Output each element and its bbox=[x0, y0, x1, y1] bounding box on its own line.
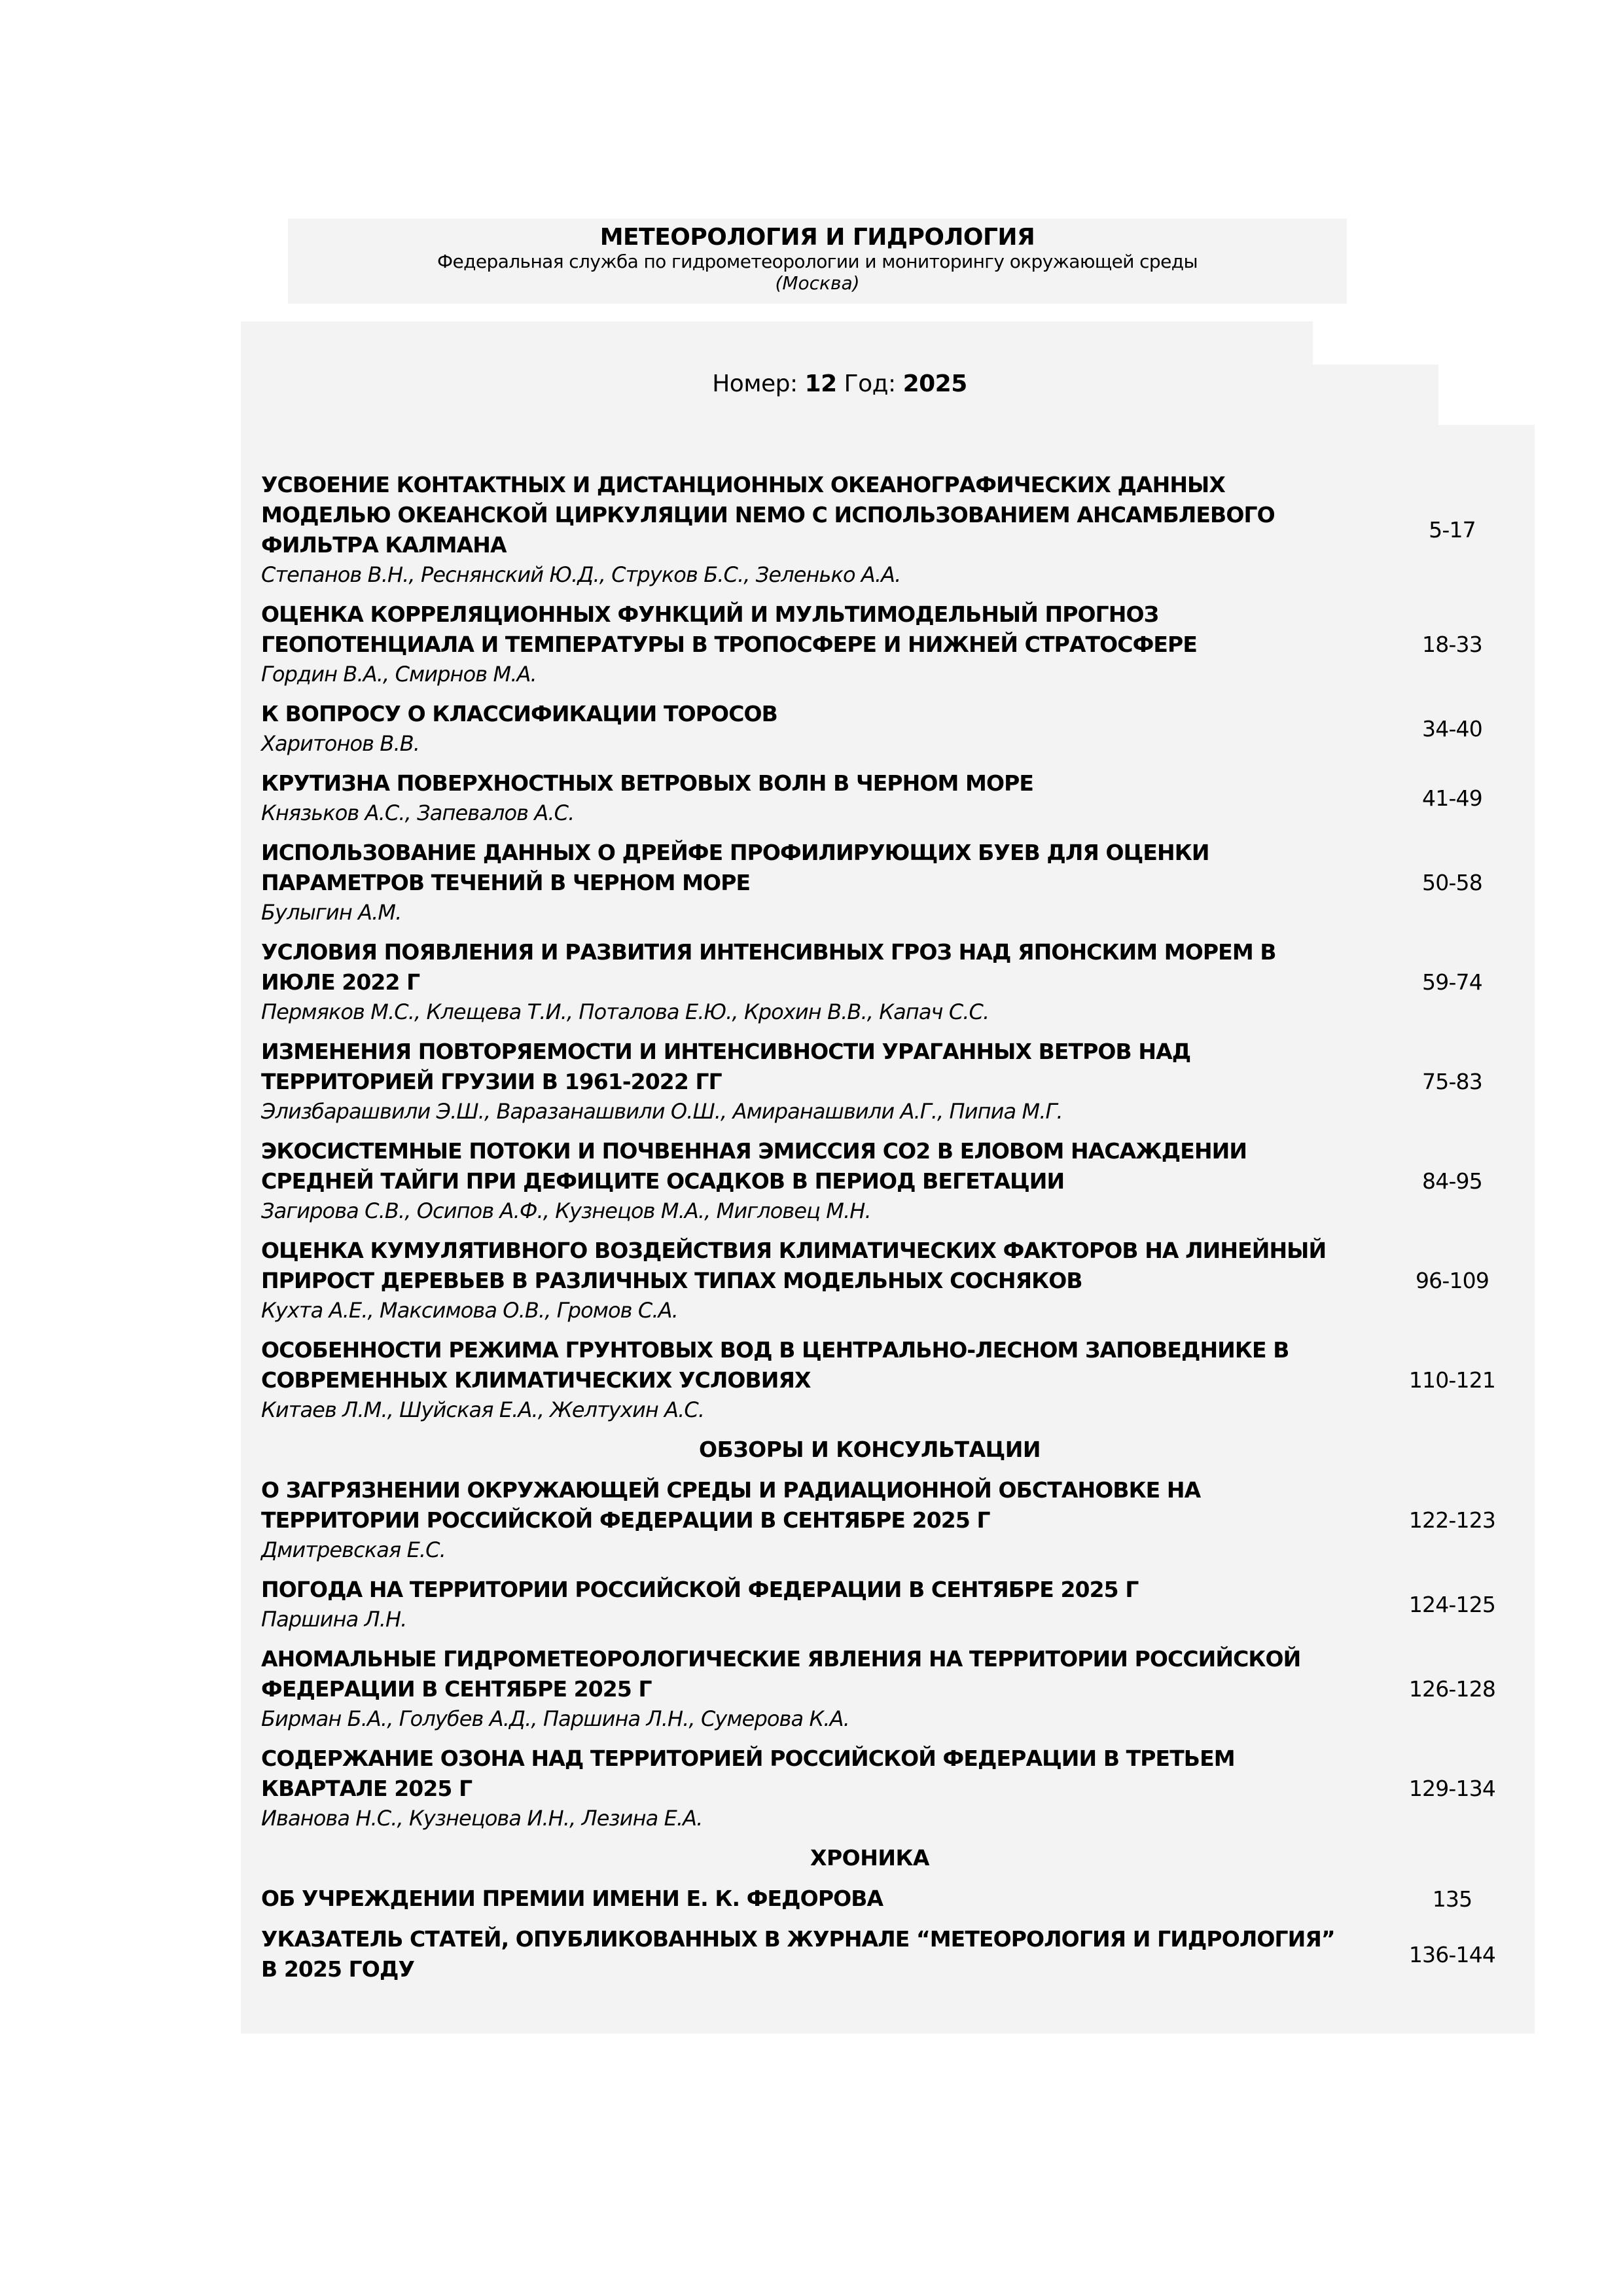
article-title[interactable]: ИЗМЕНЕНИЯ ПОВТОРЯЕМОСТИ И ИНТЕНСИВНОСТИ УРАГАННЫХ ВЕТРОВ НАД ТЕРРИТОРИЕЙ ГРУЗИИ В 1961-2022 ГГ bbox=[261, 1039, 1191, 1094]
section-heading-reviews: ОБЗОРЫ И КОНСУЛЬТАЦИИ bbox=[699, 1437, 1041, 1462]
toc-entry[interactable] bbox=[261, 838, 1531, 927]
toc-entry[interactable] bbox=[261, 1884, 1531, 1914]
article-pages: 124-125 bbox=[1408, 1591, 1496, 1617]
toc-entry-text bbox=[261, 470, 1347, 589]
article-pages: 136-144 bbox=[1408, 1941, 1496, 1967]
toc-entry-text bbox=[261, 768, 1347, 827]
article-pages: 110-121 bbox=[1408, 1367, 1496, 1393]
issue-year: 2025 bbox=[902, 370, 967, 397]
toc-entry-text bbox=[261, 937, 1347, 1026]
article-authors: Пермяков М.С., Клещева Т.И., Поталова Е.Ю., Крохин В.В., Капач С.С. bbox=[261, 999, 990, 1024]
article-authors: Паршина Л.Н. bbox=[261, 1607, 407, 1632]
toc-entry-text bbox=[261, 1335, 1347, 1424]
issue-year-label: Год: bbox=[836, 370, 903, 397]
article-title[interactable]: ИСПОЛЬЗОВАНИЕ ДАННЫХ О ДРЕЙФЕ ПРОФИЛИРУЮЩИХ БУЕВ ДЛЯ ОЦЕНКИ ПАРАМЕТРОВ ТЕЧЕНИЙ В ЧЕРНОМ МОРЕ bbox=[261, 840, 1209, 895]
article-authors: Гордин В.А., Смирнов М.А. bbox=[261, 662, 537, 687]
toc-entry[interactable] bbox=[261, 1037, 1531, 1126]
article-title[interactable]: КРУТИЗНА ПОВЕРХНОСТНЫХ ВЕТРОВЫХ ВОЛН В ЧЕРНОМ МОРЕ bbox=[261, 770, 1034, 796]
journal-city: (Москва) bbox=[775, 272, 860, 294]
toc-entry[interactable] bbox=[261, 1744, 1531, 1833]
toc-entry-text bbox=[261, 1236, 1347, 1325]
article-pages: 126-128 bbox=[1408, 1676, 1496, 1702]
toc-entry[interactable] bbox=[261, 937, 1531, 1026]
journal-title: МЕТЕОРОЛОГИЯ И ГИДРОЛОГИЯ bbox=[599, 224, 1035, 251]
toc-entry-text bbox=[261, 1644, 1347, 1733]
toc-entry[interactable] bbox=[261, 1335, 1531, 1424]
toc-entry[interactable] bbox=[261, 1136, 1531, 1225]
article-authors: Князьков А.С., Запевалов А.С. bbox=[261, 800, 575, 825]
toc-entry-text bbox=[261, 1924, 1347, 1984]
article-authors: Харитонов В.В. bbox=[261, 731, 420, 756]
toc-entry-text bbox=[261, 600, 1347, 689]
article-pages: 129-134 bbox=[1408, 1775, 1496, 1801]
section-heading-chronicle: ХРОНИКА bbox=[810, 1845, 929, 1871]
article-title[interactable]: ОСОБЕННОСТИ РЕЖИМА ГРУНТОВЫХ ВОД В ЦЕНТРАЛЬНО-ЛЕСНОМ ЗАПОВЕДНИКЕ В СОВРЕМЕННЫХ КЛИМАТИЧЕСКИХ УСЛОВИЯХ bbox=[261, 1337, 1289, 1393]
article-title[interactable]: УСЛОВИЯ ПОЯВЛЕНИЯ И РАЗВИТИЯ ИНТЕНСИВНЫХ ГРОЗ НАД ЯПОНСКИМ МОРЕМ В ИЮЛЕ 2022 Г bbox=[261, 939, 1276, 995]
toc-entry-text bbox=[261, 1136, 1347, 1225]
article-pages: 122-123 bbox=[1408, 1507, 1496, 1533]
article-title[interactable]: О ЗАГРЯЗНЕНИИ ОКРУЖАЮЩЕЙ СРЕДЫ И РАДИАЦИОННОЙ ОБСТАНОВКЕ НА ТЕРРИТОРИИ РОССИЙСКОЙ ФЕДЕРАЦИИ В СЕНТЯБРЕ 2025 Г bbox=[261, 1477, 1201, 1533]
article-title[interactable]: СОДЕРЖАНИЕ ОЗОНА НАД ТЕРРИТОРИЕЙ РОССИЙСКОЙ ФЕДЕРАЦИИ В ТРЕТЬЕМ КВАРТАЛЕ 2025 Г bbox=[261, 1746, 1235, 1801]
article-authors: Степанов В.Н., Реснянский Ю.Д., Струков Б.С., Зеленько А.А. bbox=[261, 562, 901, 587]
toc-entry[interactable] bbox=[261, 1475, 1531, 1564]
article-pages: 50-58 bbox=[1422, 869, 1482, 895]
article-title[interactable]: ПОГОДА НА ТЕРРИТОРИИ РОССИЙСКОЙ ФЕДЕРАЦИИ В СЕНТЯБРЕ 2025 Г bbox=[261, 1577, 1139, 1602]
issue-info bbox=[241, 365, 1438, 404]
journal-publisher: Федеральная служба по гидрометеорологии и мониторингу окружающей среды bbox=[437, 251, 1198, 272]
toc-entry[interactable] bbox=[261, 699, 1531, 758]
issue-number: 12 bbox=[804, 370, 837, 397]
article-authors: Кухта А.Е., Максимова О.В., Громов С.А. bbox=[261, 1298, 678, 1323]
article-title[interactable]: ОБ УЧРЕЖДЕНИИ ПРЕМИИ ИМЕНИ Е. К. ФЕДОРОВА bbox=[261, 1886, 883, 1911]
toc-entry[interactable] bbox=[261, 1575, 1531, 1634]
toc-entry-text bbox=[261, 1744, 1347, 1833]
article-pages: 41-49 bbox=[1422, 785, 1482, 811]
article-title[interactable]: К ВОПРОСУ О КЛАССИФИКАЦИИ ТОРОСОВ bbox=[261, 701, 777, 726]
toc-entry-text bbox=[261, 1884, 1347, 1914]
article-pages: 96-109 bbox=[1415, 1267, 1489, 1293]
article-pages: 135 bbox=[1432, 1886, 1472, 1912]
article-title[interactable]: УКАЗАТЕЛЬ СТАТЕЙ, ОПУБЛИКОВАННЫХ В ЖУРНАЛЕ “МЕТЕОРОЛОГИЯ И ГИДРОЛОГИЯ” В 2025 ГОДУ bbox=[261, 1926, 1335, 1982]
toc-entry-text bbox=[261, 1575, 1347, 1634]
journal-header bbox=[288, 219, 1347, 304]
article-title[interactable]: АНОМАЛЬНЫЕ ГИДРОМЕТЕОРОЛОГИЧЕСКИЕ ЯВЛЕНИЯ НА ТЕРРИТОРИИ РОССИЙСКОЙ ФЕДЕРАЦИИ В СЕНТЯБРЕ 2025 Г bbox=[261, 1646, 1301, 1702]
article-authors: Загирова С.В., Осипов А.Ф., Кузнецов М.А., Мигловец М.Н. bbox=[261, 1198, 871, 1223]
article-pages: 59-74 bbox=[1422, 969, 1482, 995]
article-title[interactable]: ОЦЕНКА КУМУЛЯТИВНОГО ВОЗДЕЙСТВИЯ КЛИМАТИЧЕСКИХ ФАКТОРОВ НА ЛИНЕЙНЫЙ ПРИРОСТ ДЕРЕВЬЕВ В РАЗЛИЧНЫХ ТИПАХ МОДЕЛЬНЫХ СОСНЯКОВ bbox=[261, 1238, 1327, 1293]
article-authors: Булыгин А.М. bbox=[261, 900, 402, 925]
article-pages: 75-83 bbox=[1422, 1068, 1482, 1094]
article-pages: 34-40 bbox=[1422, 715, 1482, 742]
toc-entry[interactable] bbox=[261, 1924, 1531, 1984]
article-authors: Китаев Л.М., Шуйская Е.А., Желтухин А.С. bbox=[261, 1397, 705, 1422]
article-authors: Иванова Н.С., Кузнецова И.Н., Лезина Е.А. bbox=[261, 1806, 703, 1831]
toc-entry-text bbox=[261, 1037, 1347, 1126]
article-pages: 5-17 bbox=[1429, 516, 1476, 543]
article-authors: Дмитревская Е.С. bbox=[261, 1537, 446, 1562]
issue-number-label: Номер: bbox=[712, 370, 805, 397]
toc-entry-text bbox=[261, 838, 1347, 927]
table-of-contents bbox=[261, 470, 1531, 1995]
toc-entry[interactable] bbox=[261, 470, 1531, 589]
article-authors: Бирман Б.А., Голубев А.Д., Паршина Л.Н., Сумерова К.А. bbox=[261, 1706, 849, 1731]
toc-entry[interactable] bbox=[261, 1644, 1531, 1733]
toc-entry[interactable] bbox=[261, 600, 1531, 689]
issue-box-top bbox=[241, 321, 1313, 367]
toc-entry-text bbox=[261, 699, 1347, 758]
toc-entry[interactable] bbox=[261, 768, 1531, 827]
article-pages: 84-95 bbox=[1422, 1168, 1482, 1194]
article-authors: Элизбарашвили Э.Ш., Варазанашвили О.Ш., Амиранашвили А.Г., Пипиа М.Г. bbox=[261, 1099, 1063, 1124]
article-title[interactable]: ЭКОСИСТЕМНЫЕ ПОТОКИ И ПОЧВЕННАЯ ЭМИССИЯ CO2 В ЕЛОВОМ НАСАЖДЕНИИ СРЕДНЕЙ ТАЙГИ ПРИ ДЕФИЦИТЕ ОСАДКОВ В ПЕРИОД ВЕГЕТАЦИИ bbox=[261, 1138, 1247, 1194]
article-pages: 18-33 bbox=[1422, 631, 1482, 657]
toc-entry-text bbox=[261, 1475, 1347, 1564]
article-title[interactable]: УСВОЕНИЕ КОНТАКТНЫХ И ДИСТАНЦИОННЫХ ОКЕАНОГРАФИЧЕСКИХ ДАННЫХ МОДЕЛЬЮ ОКЕАНСКОЙ ЦИРКУЛЯЦИИ NEMO С ИСПОЛЬЗОВАНИЕМ АНСАМБЛЕВОГО ФИЛЬТРА КАЛМАНА bbox=[261, 472, 1275, 558]
toc-entry[interactable] bbox=[261, 1236, 1531, 1325]
article-title[interactable]: ОЦЕНКА КОРРЕЛЯЦИОННЫХ ФУНКЦИЙ И МУЛЬТИМОДЕЛЬНЫЙ ПРОГНОЗ ГЕОПОТЕНЦИАЛА И ТЕМПЕРАТУРЫ В ТРОПОСФЕРЕ И НИЖНЕЙ СТРАТОСФЕРЕ bbox=[261, 601, 1197, 657]
